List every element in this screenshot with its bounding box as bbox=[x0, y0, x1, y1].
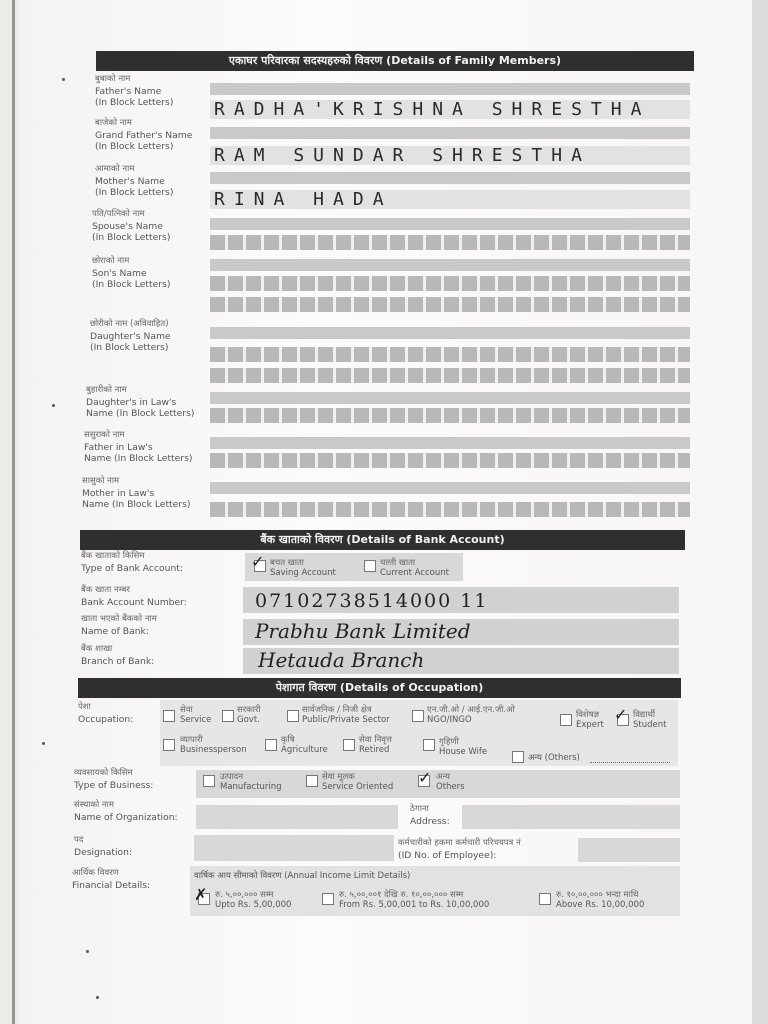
occupation-public-private-option: सार्वजनिक / निजी क्षेत्र Public/Private Sector bbox=[302, 705, 390, 725]
father-label: बुबाको नाम Father's Name (In Block Letters) bbox=[95, 74, 174, 108]
spouse-label: पति/पत्निको नाम Spouse's Name (In Block Letters) bbox=[92, 209, 171, 243]
father-name-value: RADHA'KRISHNA SHRESTHA bbox=[214, 99, 651, 120]
stray-mark bbox=[96, 996, 99, 999]
mother-name-value: RINA HADA bbox=[214, 189, 393, 210]
mother-in-law-label: सासुको नाम Mother in Law's Name (In Block Letters) bbox=[82, 476, 191, 510]
branch-value: Hetauda Branch bbox=[258, 648, 425, 672]
occupation-others-option: अन्य (Others) bbox=[528, 753, 580, 763]
occupation-public-private-checkbox[interactable] bbox=[287, 710, 299, 722]
stray-mark bbox=[86, 950, 89, 953]
daughter-name-boxes-2[interactable] bbox=[210, 368, 690, 383]
occupation-service-option: सेवा Service bbox=[180, 705, 212, 725]
bank-name-label: खाता भएको बैंकको नाम Name of Bank: bbox=[81, 614, 157, 637]
income-upto-5-lakh-option: रु. ५,००,००० सम्म Upto Rs. 5,00,000 bbox=[215, 890, 292, 910]
occupation-agriculture-checkbox[interactable] bbox=[265, 739, 277, 751]
occupation-student-option: विद्यार्थी Student bbox=[633, 710, 667, 730]
business-service-checkbox[interactable] bbox=[306, 775, 318, 787]
occupation-others-checkbox[interactable] bbox=[512, 751, 524, 763]
daughter-name-boxes-1[interactable] bbox=[210, 347, 690, 362]
son-band bbox=[210, 259, 690, 271]
occupation-govt-checkbox[interactable] bbox=[222, 710, 234, 722]
occupation-ngo-checkbox[interactable] bbox=[412, 710, 424, 722]
income-above-10-lakh-checkbox[interactable] bbox=[539, 893, 551, 905]
organization-field[interactable] bbox=[196, 805, 398, 829]
check-mark-icon: ✓ bbox=[251, 552, 265, 571]
occupation-business-option: व्यापारी Businessperson bbox=[180, 735, 247, 755]
occupation-agriculture-option: कृषि Agriculture bbox=[281, 735, 328, 755]
occupation-service-checkbox[interactable] bbox=[163, 710, 175, 722]
bank-section-header: बैंक खाताको विवरण (Details of Bank Account) bbox=[80, 530, 685, 550]
mother-in-law-band bbox=[210, 482, 690, 494]
occupation-label: पेशा Occupation: bbox=[78, 702, 134, 725]
occupation-ngo-option: एन.जी.ओ / आई.एन.जी.ओ NGO/INGO bbox=[427, 705, 515, 725]
business-service-option: सेवा मूलक Service Oriented bbox=[322, 772, 394, 792]
occupation-business-checkbox[interactable] bbox=[163, 739, 175, 751]
business-manufacturing-checkbox[interactable] bbox=[203, 775, 215, 787]
branch-label: बैंक शाखा Branch of Bank: bbox=[81, 644, 155, 667]
mother-in-law-boxes[interactable] bbox=[210, 502, 690, 517]
grandfather-label: बाजेको नाम Grand Father's Name (In Block Letters) bbox=[95, 118, 193, 152]
occupation-govt-option: सरकारी Govt. bbox=[237, 705, 261, 725]
account-number-label: बैंक खाता नम्बर Bank Account Number: bbox=[81, 585, 187, 608]
bank-name-value: Prabhu Bank Limited bbox=[255, 619, 471, 643]
mother-label: आमाको नाम Mother's Name (In Block Letters) bbox=[95, 164, 174, 198]
designation-field[interactable] bbox=[194, 835, 394, 861]
daughter-in-law-label: बुहारीको नाम Daughter's in Law's Name (In Block Letters) bbox=[86, 385, 195, 419]
stray-mark bbox=[62, 78, 65, 81]
occupation-retired-checkbox[interactable] bbox=[343, 739, 355, 751]
others-dotted-line bbox=[590, 762, 670, 763]
income-above-10-lakh-option: रु. १०,००,००० भन्दा माथि Above Rs. 10,00,000 bbox=[556, 890, 645, 910]
address-label: ठेगाना Address: bbox=[410, 804, 450, 827]
current-account-checkbox[interactable] bbox=[364, 560, 376, 572]
daughter-in-law-boxes[interactable] bbox=[210, 408, 690, 423]
spouse-name-boxes[interactable] bbox=[210, 235, 690, 250]
employee-id-field[interactable] bbox=[578, 838, 680, 862]
stray-mark bbox=[42, 742, 45, 745]
father-in-law-band bbox=[210, 437, 690, 449]
income-5-to-10-lakh-option: रु. ५,००,००१ देखि रु. १०,००,००० सम्म From Rs. 5,00,001 to Rs. 10,00,000 bbox=[339, 890, 490, 910]
saving-account-option: बचत खाता Saving Account bbox=[270, 558, 336, 578]
occupation-housewife-option: गृहिणी House Wife bbox=[439, 737, 488, 757]
father-in-law-label: ससुराको नाम Father in Law's Name (In Block Letters) bbox=[84, 430, 193, 464]
page-shadow-left bbox=[12, 0, 15, 1024]
daughter-in-law-band bbox=[210, 392, 690, 404]
designation-label: पद Designation: bbox=[74, 835, 133, 858]
page-shadow-right bbox=[752, 0, 768, 1024]
spouse-band bbox=[210, 218, 690, 230]
family-section-header: एकाघर परिवारका सदस्यहरुको विवरण (Details of Family Members) bbox=[96, 51, 694, 71]
occupation-expert-option: विशेषज्ञ Expert bbox=[576, 710, 604, 730]
employee-id-label: कर्मचारीको हकमा कर्मचारी परिचयपत्र नं (ID No. of Employee): bbox=[398, 838, 521, 861]
stray-mark bbox=[52, 404, 55, 407]
son-name-boxes-1[interactable] bbox=[210, 276, 690, 291]
business-others-option: अन्य Others bbox=[436, 772, 465, 792]
mother-band bbox=[210, 172, 690, 184]
financial-label: आर्थिक विवरण Financial Details: bbox=[72, 868, 151, 891]
student-check-mark-icon: ✓ bbox=[614, 705, 628, 724]
business-type-label: व्यवसायको किसिम Type of Business: bbox=[74, 768, 154, 791]
son-name-boxes-2[interactable] bbox=[210, 297, 690, 312]
business-check-mark-icon: ✓ bbox=[418, 768, 432, 787]
grandfather-band bbox=[210, 127, 690, 139]
bank-type-label: बैंक खाताको किसिम Type of Bank Account: bbox=[81, 551, 183, 574]
occupation-retired-option: सेवा निवृत्त Retired bbox=[359, 735, 392, 755]
organization-label: संस्थाको नाम Name of Organization: bbox=[74, 800, 178, 823]
income-5-to-10-lakh-checkbox[interactable] bbox=[322, 893, 334, 905]
business-manufacturing-option: उत्पादन Manufacturing bbox=[220, 772, 282, 792]
income-check-mark-icon: ✗ bbox=[194, 885, 208, 904]
father-in-law-boxes[interactable] bbox=[210, 453, 690, 468]
occupation-expert-checkbox[interactable] bbox=[560, 714, 572, 726]
grandfather-name-value: RAM SUNDAR SHRESTHA bbox=[214, 145, 591, 166]
daughter-label: छोरीको नाम (अविवाहित) Daughter's Name (In Block Letters) bbox=[90, 319, 171, 353]
daughter-band bbox=[210, 327, 690, 339]
financial-title: वार्षिक आय सीमाको विवरण (Annual Income Limit Details) bbox=[194, 871, 411, 881]
occupation-section-header: पेशागत विवरण (Details of Occupation) bbox=[78, 678, 681, 698]
current-account-option: चल्ती खाता Current Account bbox=[380, 558, 449, 578]
son-label: छोराको नाम Son's Name (In Block Letters) bbox=[92, 256, 171, 290]
occupation-housewife-checkbox[interactable] bbox=[423, 739, 435, 751]
address-field[interactable] bbox=[462, 805, 680, 829]
account-number-value: 07102738514000 11 bbox=[255, 590, 489, 612]
father-band bbox=[210, 83, 690, 95]
